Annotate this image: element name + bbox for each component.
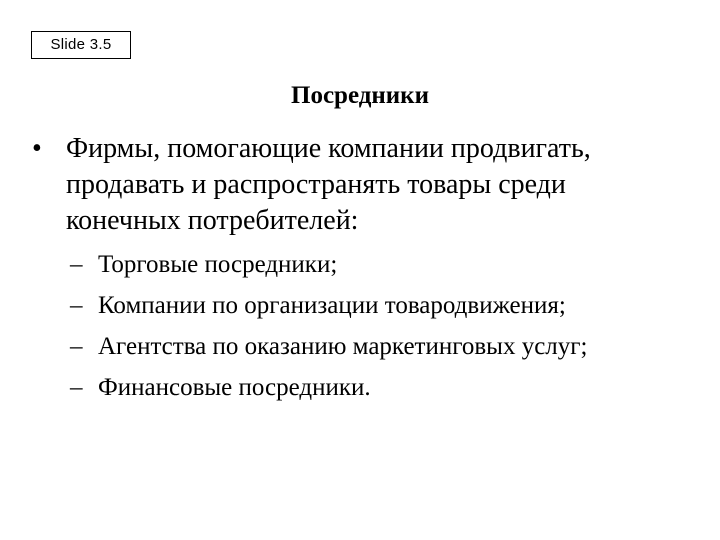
slide-title: Посредники (291, 82, 429, 109)
list-item-text: Финансовые посредники. (98, 374, 371, 401)
bullet-text: Фирмы, помогающие компании продвигать, продавать и распространять товары среди конечных потребителей: (66, 133, 591, 236)
list-item-text: Агентства по оказанию маркетинговых услуг; (98, 333, 588, 360)
slide-number-badge: Slide 3.5 (31, 31, 131, 59)
bullet-row (32, 131, 692, 239)
sub-list (70, 244, 710, 408)
list-item-text: Компании по организации товародвижения; (98, 292, 566, 319)
main-bullet (32, 131, 692, 239)
list-item (70, 244, 710, 285)
list-item (70, 367, 710, 408)
list-item (70, 285, 710, 326)
dash-icon: – (70, 292, 83, 319)
dash-icon: – (70, 251, 83, 278)
dash-icon: – (70, 333, 83, 360)
bullet-icon: • (32, 133, 42, 164)
list-item (70, 326, 710, 367)
list-item-text: Торговые посредники; (98, 251, 338, 278)
dash-icon: – (70, 374, 83, 401)
